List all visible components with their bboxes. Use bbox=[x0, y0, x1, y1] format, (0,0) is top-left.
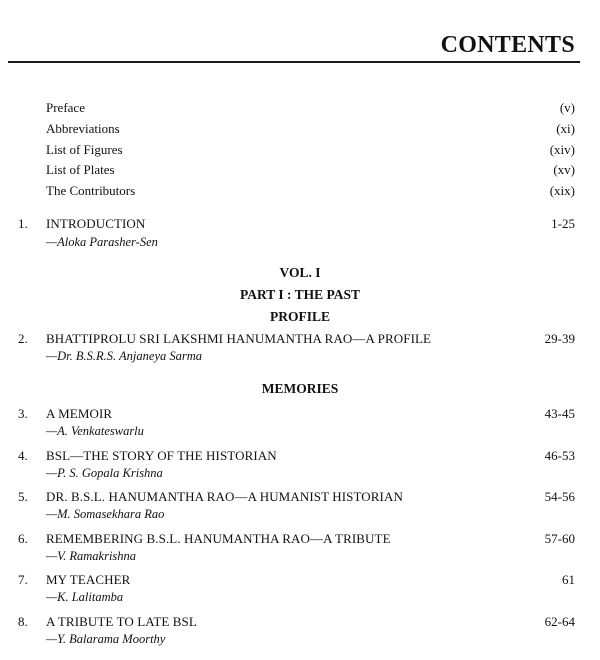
chapter-author: —V. Ramakrishna bbox=[46, 549, 137, 563]
volume-heading: VOL. I bbox=[279, 265, 321, 280]
chapter-number: 5. bbox=[18, 489, 28, 504]
chapter-author: —Aloka Parasher-Sen bbox=[46, 235, 158, 249]
entry-label: Preface bbox=[46, 100, 85, 115]
entry-label: List of Figures bbox=[46, 142, 123, 157]
chapter-number: 2. bbox=[18, 331, 28, 346]
entry-page: (xix) bbox=[549, 183, 575, 198]
chapter-title: BSL—THE STORY OF THE HISTORIAN bbox=[46, 448, 277, 463]
chapter-number: 1. bbox=[18, 216, 28, 231]
chapter-title: INTRODUCTION bbox=[46, 216, 146, 231]
memories-heading: MEMORIES bbox=[261, 381, 339, 396]
chapter-pages: 54-56 bbox=[544, 489, 575, 504]
contents-title: CONTENTS bbox=[440, 32, 575, 58]
chapter-number: 6. bbox=[18, 531, 28, 546]
chapter-author: —M. Somasekhara Rao bbox=[46, 507, 165, 521]
chapter-author: —K. Lalitamba bbox=[46, 590, 124, 604]
chapter-title: MY TEACHER bbox=[46, 572, 131, 587]
chapter-author: —Y. Balarama Moorthy bbox=[46, 632, 166, 646]
chapter-number: 7. bbox=[18, 572, 28, 587]
chapter-pages: 29-39 bbox=[544, 331, 575, 346]
profile-heading: PROFILE bbox=[269, 309, 330, 324]
chapter-pages: 57-60 bbox=[544, 531, 575, 546]
chapter-author: —A. Venkateswarlu bbox=[46, 424, 144, 438]
entry-label: List of Plates bbox=[46, 162, 115, 177]
chapter-title: A MEMOIR bbox=[46, 406, 113, 421]
chapter-number: 8. bbox=[18, 614, 28, 629]
chapter-pages: 43-45 bbox=[544, 406, 575, 421]
chapter-pages: 1-25 bbox=[551, 216, 575, 231]
entry-page: (xv) bbox=[553, 162, 575, 177]
part-heading: PART I : THE PAST bbox=[239, 287, 361, 302]
entry-page: (xiv) bbox=[549, 142, 575, 157]
title-rule bbox=[8, 61, 580, 63]
chapter-number: 4. bbox=[18, 448, 28, 463]
chapter-title: BHATTIPROLU SRI LAKSHMI HANUMANTHA RAO—A PROFILE bbox=[46, 331, 432, 346]
entry-label: Abbreviations bbox=[46, 121, 120, 136]
chapter-pages: 62-64 bbox=[544, 614, 575, 629]
chapter-title: DR. B.S.L. HANUMANTHA RAO—A HUMANIST HISTORIAN bbox=[46, 489, 403, 504]
chapter-pages: 61 bbox=[562, 572, 575, 587]
chapter-number: 3. bbox=[18, 406, 28, 421]
entry-page: (xi) bbox=[556, 121, 575, 136]
chapter-author: —P. S. Gopala Krishna bbox=[46, 466, 163, 480]
entry-label: The Contributors bbox=[46, 183, 136, 198]
chapter-author: —Dr. B.S.R.S. Anjaneya Sarma bbox=[46, 349, 203, 363]
chapter-title: A TRIBUTE TO LATE BSL bbox=[46, 614, 197, 629]
entry-page: (v) bbox=[559, 100, 575, 115]
chapter-title: REMEMBERING B.S.L. HANUMANTHA RAO—A TRIBUTE bbox=[46, 531, 391, 546]
chapter-pages: 46-53 bbox=[544, 448, 575, 463]
